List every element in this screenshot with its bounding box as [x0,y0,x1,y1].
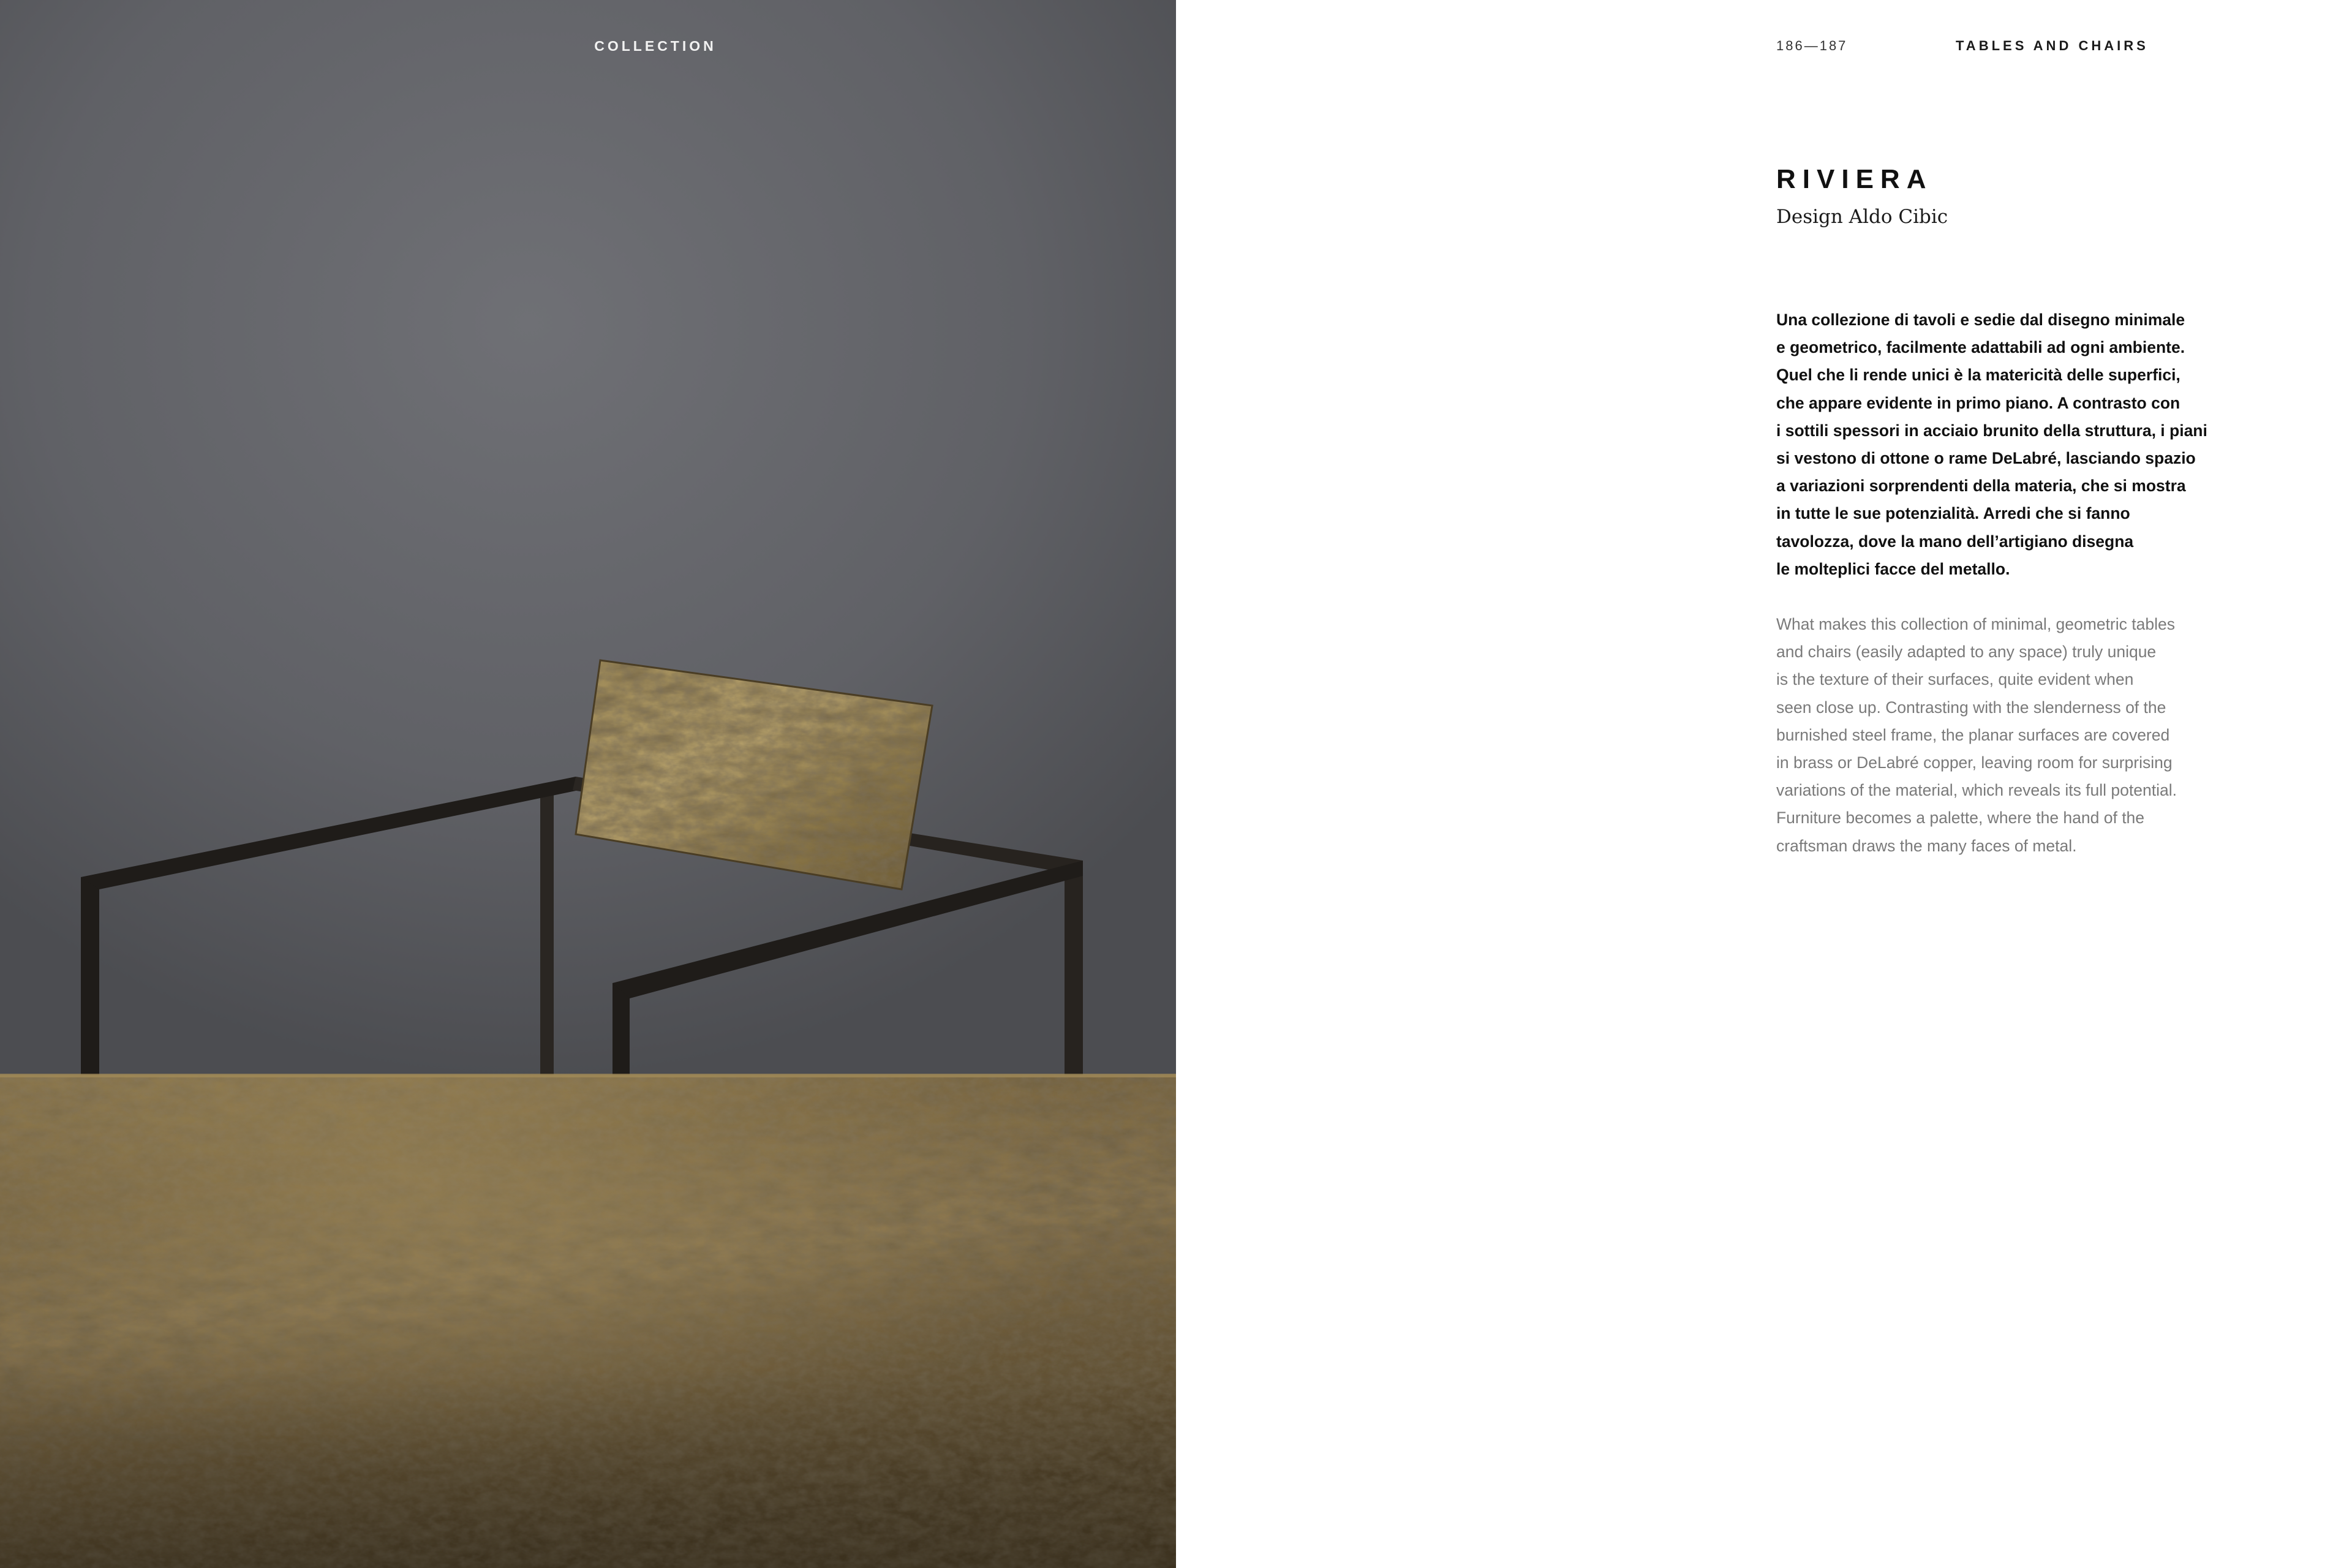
english-line: is the texture of their surfaces, quite evident when [1776,670,2134,689]
english-line: seen close up. Contrasting with the slenderness of the [1776,698,2166,717]
english-line: Furniture becomes a palette, where the hand of the [1776,809,2145,827]
english-line: and chairs (easily adapted to any space) truly unique [1776,643,2157,662]
page-numbers: 186—187 [1776,38,1848,53]
italian-line: Una collezione di tavoli e sedie dal disegno minimale [1776,311,2185,329]
designer-credit: Design Aldo Cibic [1776,206,1948,228]
english-line: What makes this collection of minimal, geometric tables [1776,615,2175,633]
text-page [1176,0,2352,1568]
english-line: variations of the material, which reveals its full potential. [1776,781,2177,800]
collection-label: COLLECTION [594,38,717,54]
table-top [0,1074,1176,1568]
english-line: burnished steel frame, the planar surfaces are covered [1776,725,2170,744]
english-description [1776,611,2254,860]
section-title: TABLES AND CHAIRS [1956,38,2149,53]
italian-line: in tutte le sue potenzialità. Arredi che si fanno [1776,504,2130,523]
italian-line: tavolozza, dove la mano dell’artigiano disegna [1776,532,2134,551]
product-title: RIVIERA [1776,164,1933,194]
italian-line: e geometrico, facilmente adattabili ad ogni ambiente. [1776,338,2185,357]
english-line: craftsman draws the many faces of metal. [1776,836,2077,855]
italian-line: a variazioni sorprendenti della materia, che si mostra [1776,477,2186,496]
italian-line: i sottili spessori in acciaio brunito della struttura, i piani [1776,421,2207,440]
english-line: in brass or DeLabré copper, leaving room for surprising [1776,753,2173,772]
italian-description [1776,306,2254,583]
italian-line: si vestono di ottone o rame DeLabré, lasciando spazio [1776,449,2196,468]
italian-line: che appare evidente in primo piano. A contrasto con [1776,393,2180,412]
italian-line: Quel che li rende unici è la matericità delle superfici, [1776,366,2180,385]
italian-line: le molteplici facce del metallo. [1776,559,2010,578]
backdrop-wall [0,0,1176,1078]
